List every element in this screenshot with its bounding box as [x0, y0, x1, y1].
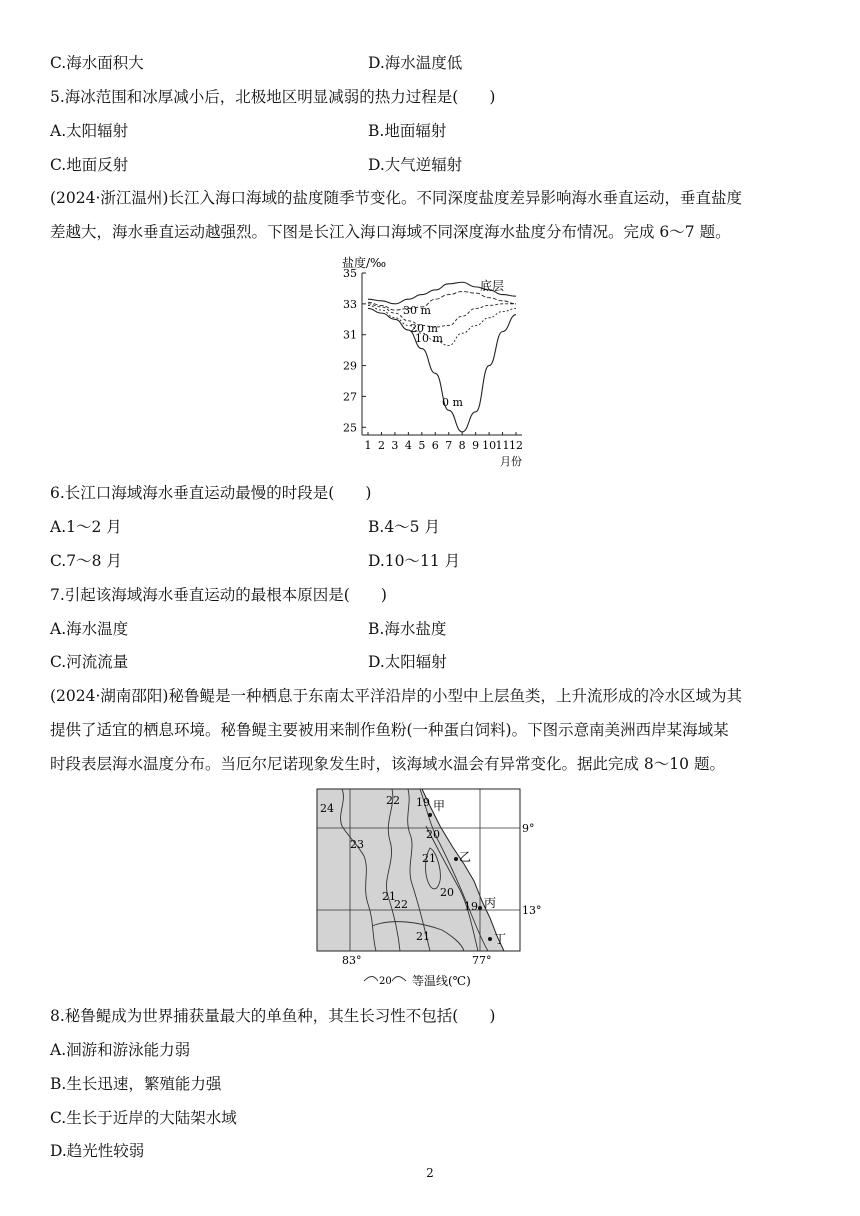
- isotherm-label: 19: [416, 796, 430, 809]
- intro2-line1: (2024·湖南邵阳)秘鲁鳀是一种栖息于东南太平洋沿岸的小型中上层鱼类，上升流形成的冷水区域为其: [50, 687, 742, 705]
- place-dot: [428, 813, 432, 817]
- isotherm-label: 23: [350, 838, 364, 851]
- series-line-1: [368, 292, 516, 311]
- y-ticks: [343, 267, 366, 434]
- place-yi: 乙: [459, 850, 472, 864]
- y-tick-label: 29: [343, 359, 357, 373]
- label-bottom: 底层: [480, 279, 505, 293]
- label-20m: 20 m: [410, 322, 438, 335]
- lat-label-13: 13°: [522, 904, 542, 917]
- isotherm-label: 22: [394, 898, 408, 911]
- lon-label-83: 83°: [342, 954, 362, 967]
- intro2-line2: 提供了适宜的栖息环境。秘鲁鳀主要被用来制作鱼粉(一种蛋白饲料)。下图示意南美洲西岸某海域某: [50, 721, 729, 739]
- x-tick-label: 1: [364, 439, 372, 452]
- isotherm-label: 21: [422, 852, 436, 865]
- q6-stem: 6.长江口海域海水垂直运动最慢的时段是( ): [50, 484, 372, 502]
- intro2-line3: 时段表层海水温度分布。当厄尔尼诺现象发生时，该海域水温会有异常变化。据此完成 8～10 题。: [50, 755, 725, 773]
- series-line-4: [368, 308, 516, 431]
- x-tick-label: 3: [391, 439, 399, 452]
- x-tick-label: 10: [482, 439, 497, 452]
- q5-option-c: C.地面反射: [50, 156, 129, 174]
- x-tick-label: 2: [377, 439, 385, 452]
- legend-text: 等温线(℃): [412, 974, 471, 988]
- y-tick-label: 27: [343, 390, 357, 404]
- isotherm-label: 22: [386, 794, 400, 807]
- place-ding: 丁: [494, 932, 507, 946]
- place-dot: [478, 906, 482, 910]
- q4-option-c: C.海水面积大: [50, 54, 144, 72]
- q8-option-b: B.生长迅速，繁殖能力强: [50, 1075, 222, 1093]
- isotherm-label: 20: [426, 828, 440, 841]
- isotherm-label: 24: [320, 802, 334, 815]
- isotherm-label: 21: [382, 890, 396, 903]
- place-dot: [488, 937, 492, 941]
- y-tick-label: 31: [343, 328, 357, 342]
- q7-option-c: C.河流流量: [50, 653, 129, 671]
- q6-option-a: A.1～2 月: [50, 518, 122, 536]
- isotherm-label: 19: [464, 900, 478, 913]
- salinity-chart: [330, 253, 540, 471]
- q6-option-d: D.10～11 月: [368, 552, 461, 570]
- sst-map: [312, 786, 562, 992]
- q8-option-d: D.趋光性较弱: [50, 1142, 145, 1160]
- x-tick-label: 12: [509, 439, 523, 452]
- place-jia: 甲: [433, 799, 446, 813]
- q5-stem: 5.海冰范围和冰厚减小后，北极地区明显减弱的热力过程是( ): [50, 88, 496, 106]
- label-0m: 0 m: [442, 396, 463, 409]
- y-tick-label: 33: [343, 297, 357, 311]
- x-tick-label: 5: [418, 439, 426, 452]
- lat-label-9: 9°: [522, 822, 535, 835]
- y-tick-label: 25: [343, 421, 357, 435]
- legend-line-right: [392, 977, 406, 982]
- y-tick-label: 35: [343, 267, 357, 280]
- q6-option-b: B.4～5 月: [368, 518, 440, 536]
- legend-value: 20: [379, 976, 392, 987]
- page-number: 2: [426, 1166, 434, 1180]
- q5-option-a: A.太阳辐射: [50, 122, 129, 140]
- q8-option-a: A.洄游和游泳能力弱: [50, 1041, 191, 1059]
- x-tick-label: 4: [404, 439, 412, 452]
- q8-option-c: C.生长于近岸的大陆架水域: [50, 1109, 237, 1127]
- x-tick-label: 8: [458, 439, 466, 452]
- q6-option-c: C.7～8 月: [50, 552, 122, 570]
- x-tick-label: 7: [445, 439, 453, 452]
- series-lines: [368, 282, 516, 432]
- x-tick-label: 9: [472, 439, 480, 452]
- q5-option-b: B.地面辐射: [368, 122, 447, 140]
- chart-ylabel: 盐度/‰: [342, 256, 387, 270]
- intro1-line1: (2024·浙江温州)长江入海口海域的盐度随季节变化。不同深度盐度差异影响海水垂直运动，垂直盐度: [50, 189, 742, 207]
- lon-label-77: 77°: [472, 954, 492, 967]
- place-bing: 丙: [484, 896, 497, 910]
- q7-option-b: B.海水盐度: [368, 620, 447, 638]
- isotherm-label: 21: [416, 930, 430, 943]
- chart-xlabel: 月份: [500, 455, 522, 468]
- intro1-line2: 差越大，海水垂直运动越强烈。下图是长江入海口海域不同深度海水盐度分布情况。完成 6～7 题。: [50, 223, 731, 241]
- q4-option-d: D.海水温度低: [368, 54, 463, 72]
- label-10m: 10 m: [415, 332, 443, 345]
- q8-stem: 8.秘鲁鳀成为世界捕获量最大的单鱼种，其生长习性不包括( ): [50, 1007, 496, 1025]
- place-dot: [454, 857, 458, 861]
- q7-stem: 7.引起该海域海水垂直运动的最根本原因是( ): [50, 586, 387, 604]
- q7-option-d: D.太阳辐射: [368, 653, 447, 671]
- q5-option-d: D.大气逆辐射: [368, 156, 463, 174]
- x-tick-label: 6: [431, 439, 439, 452]
- x-tick-label: 11: [495, 439, 510, 452]
- q7-option-a: A.海水温度: [50, 620, 129, 638]
- label-30m: 30 m: [403, 304, 431, 317]
- legend-line-left: [364, 977, 378, 982]
- isotherm-label: 20: [440, 886, 454, 899]
